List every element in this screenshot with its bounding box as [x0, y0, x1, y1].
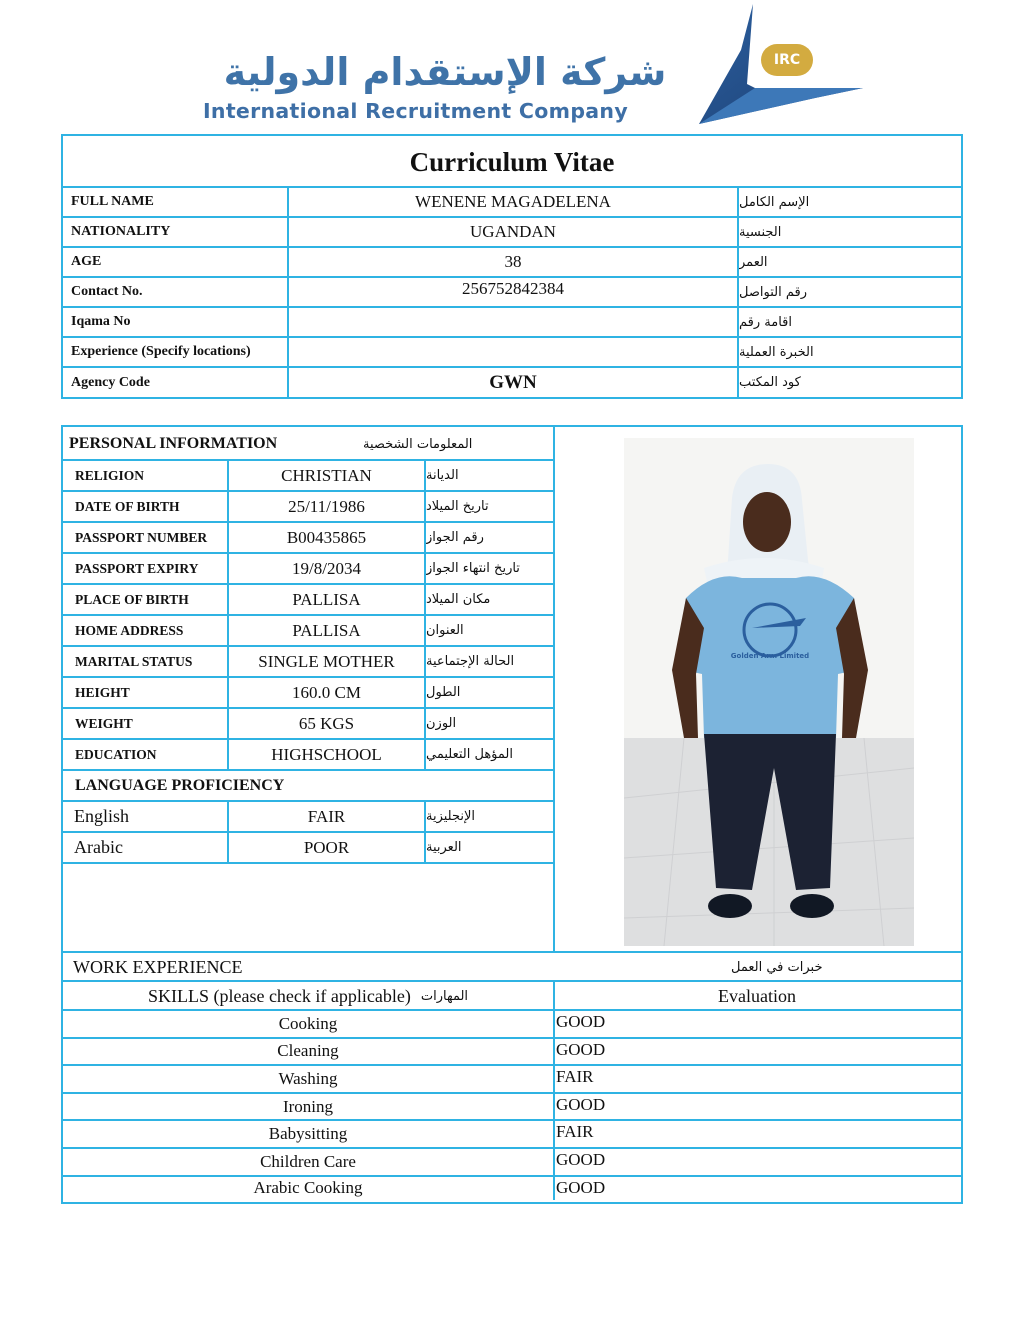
skill-name: Ironing: [282, 1096, 334, 1116]
work-experience-heading: WORK EXPERIENCE: [73, 957, 243, 977]
cv-row-value: GWN: [489, 371, 537, 393]
personal-info-heading-arabic: المعلومات الشخصية: [363, 436, 473, 452]
personal-row-label: PASSPORT NUMBER: [75, 529, 208, 545]
skill-row: [63, 1175, 961, 1200]
personal-row-value: PALLISA: [292, 589, 361, 609]
cv-row: [63, 276, 961, 306]
personal-row-arabic: تاريخ انتهاء الجواز: [426, 561, 520, 576]
language-row: [63, 831, 555, 862]
personal-row: [63, 521, 555, 552]
cv-row-value: WENENE MAGADELENA: [415, 192, 611, 211]
personal-row: [63, 583, 555, 614]
personal-row-value: 19/8/2034: [292, 558, 361, 578]
cv-row-arabic: الخبرة العملية: [739, 344, 814, 360]
cv-summary-table: [61, 134, 963, 399]
skills-heading-arabic: المهارات: [420, 989, 469, 1004]
cv-row-label: NATIONALITY: [71, 224, 171, 239]
personal-row-value: B00435865: [286, 527, 367, 547]
personal-row-value: HIGHSCHOOL: [271, 744, 382, 764]
personal-row-label: HOME ADDRESS: [75, 622, 184, 638]
cv-row: [63, 336, 961, 366]
skill-row: [63, 1037, 961, 1065]
personal-row-label: EDUCATION: [75, 746, 157, 762]
skill-row: [63, 1064, 961, 1092]
personal-row-label: WEIGHT: [75, 715, 133, 731]
personal-row-value: 65 KGS: [298, 713, 355, 733]
personal-row-arabic: تاريخ الميلاد: [426, 499, 489, 514]
skill-name: Arabic Cooking: [253, 1178, 363, 1198]
personal-row-arabic: الديانة: [426, 468, 459, 483]
language-name-arabic: العربية: [426, 840, 462, 855]
cv-row-value: [289, 338, 737, 366]
cv-row-label: Contact No.: [71, 284, 143, 299]
skill-evaluation: GOOD: [556, 1012, 606, 1031]
cv-row-arabic: كود المكتب: [739, 375, 801, 390]
cv-row-value: [289, 308, 737, 336]
cv-row: [63, 246, 961, 276]
cv-row: [63, 306, 961, 336]
personal-row-label: PASSPORT EXPIRY: [75, 560, 199, 576]
skill-row: [63, 1092, 961, 1120]
document-title: Curriculum Vitae: [409, 146, 615, 177]
skill-name: Children Care: [260, 1151, 356, 1171]
personal-row: [63, 459, 555, 490]
personal-row-arabic: العنوان: [426, 623, 464, 638]
personal-info-table: [61, 425, 963, 1204]
skill-evaluation: GOOD: [556, 1039, 606, 1059]
cv-row-label: Agency Code: [71, 374, 150, 390]
skill-row: [63, 1009, 961, 1037]
cv-row-value: 38: [504, 252, 522, 271]
cv-row: [63, 186, 961, 216]
personal-row: [63, 707, 555, 738]
personal-row-label: PLACE OF BIRTH: [75, 591, 189, 607]
personal-row-arabic: الطول: [426, 685, 461, 700]
skill-name: Babysitting: [268, 1124, 348, 1144]
personal-row: [63, 676, 555, 707]
personal-row-label: MARITAL STATUS: [75, 653, 193, 669]
personal-row-label: RELIGION: [75, 467, 145, 483]
personal-row: [63, 490, 555, 521]
cv-row-label: Iqama No: [71, 314, 131, 329]
cv-row-arabic: الجنسية: [739, 224, 782, 240]
company-name-arabic: شركة الإستقدام الدولية: [223, 50, 667, 94]
cv-row-label: AGE: [71, 254, 102, 269]
cv-row-arabic: اقامة رقم: [739, 314, 792, 330]
personal-row-arabic: الحالة الإجتماعية: [426, 654, 515, 669]
personal-row-label: DATE OF BIRTH: [75, 498, 180, 514]
personal-row: [63, 738, 555, 769]
personal-row-value: 160.0 CM: [292, 682, 361, 702]
applicant-photo: [624, 438, 914, 946]
personal-info-heading: PERSONAL INFORMATION: [69, 435, 278, 452]
personal-row: [63, 645, 555, 676]
personal-row: [63, 614, 555, 645]
personal-row-value: SINGLE MOTHER: [258, 651, 395, 671]
skill-evaluation: GOOD: [556, 1150, 606, 1169]
company-logo: [195, 0, 875, 128]
language-name: Arabic: [74, 837, 123, 857]
language-name-arabic: الإنجليزية: [426, 809, 476, 824]
personal-row-value: PALLISA: [292, 620, 361, 640]
cv-row-label: Experience (Specify locations): [71, 344, 251, 359]
personal-row: [63, 552, 555, 583]
personal-row-value: 25/11/1986: [288, 496, 365, 516]
cv-row-value: UGANDAN: [470, 222, 556, 241]
evaluation-heading: Evaluation: [718, 986, 796, 1006]
skill-name: Cooking: [278, 1013, 338, 1033]
language-level: FAIR: [307, 806, 346, 826]
skill-row: [63, 1119, 961, 1147]
skill-name: Cleaning: [277, 1041, 339, 1061]
personal-row-arabic: رقم الجواز: [426, 530, 484, 545]
skill-row: [63, 1147, 961, 1175]
cv-row-value: 256752842384: [462, 279, 564, 298]
cv-row-arabic: الإسم الكامل: [739, 194, 810, 210]
language-heading-row: [63, 769, 555, 800]
language-name: English: [74, 806, 130, 826]
language-row: [63, 800, 555, 831]
skill-evaluation: FAIR: [556, 1122, 594, 1142]
skills-heading: SKILLS (please check if applicable): [147, 986, 411, 1006]
cv-row-arabic: رقم التواصل: [739, 284, 807, 300]
cv-row: [63, 366, 961, 397]
skill-evaluation: GOOD: [556, 1094, 606, 1114]
skill-evaluation: GOOD: [556, 1177, 606, 1197]
personal-row-arabic: الوزن: [426, 716, 457, 731]
cv-row: [63, 216, 961, 246]
shirt-logo-text: Golden Arm Limited: [730, 652, 810, 660]
personal-row-label: HEIGHT: [75, 684, 130, 700]
skill-evaluation: FAIR: [556, 1067, 594, 1087]
language-level: POOR: [303, 837, 350, 857]
personal-row-arabic: المؤهل التعليمي: [426, 747, 513, 762]
cv-row-label: FULL NAME: [71, 194, 154, 209]
work-experience-heading-arabic: خبرات في العمل: [731, 960, 823, 975]
language-heading: LANGUAGE PROFICIENCY: [75, 776, 285, 794]
personal-row-arabic: مكان الميلاد: [426, 592, 491, 607]
irc-badge: IRC: [761, 44, 813, 76]
skill-name: Washing: [278, 1068, 338, 1088]
company-name-english: International Recruitment Company: [203, 99, 628, 123]
personal-row-value: CHRISTIAN: [281, 465, 372, 485]
cv-row-arabic: العمر: [739, 254, 768, 270]
